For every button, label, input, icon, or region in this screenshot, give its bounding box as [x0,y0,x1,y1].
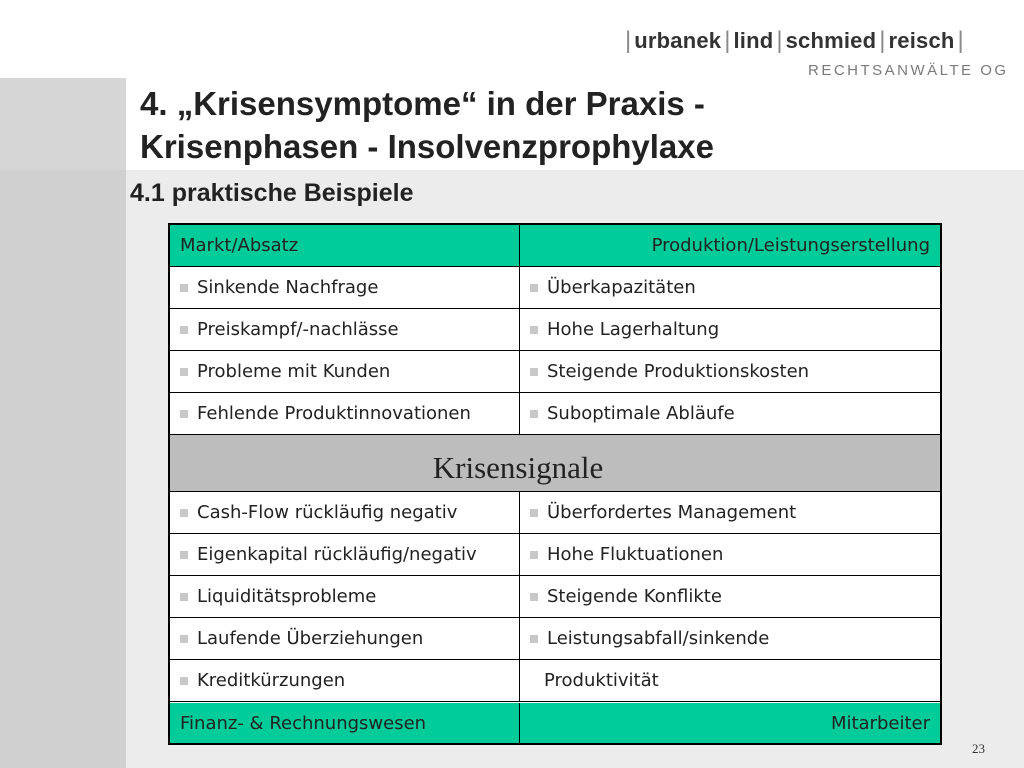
table-row [170,576,940,618]
bullet-icon [530,635,538,643]
cell-text: Eigenkapital rückläufig/negativ [197,544,477,565]
table-cell-left [170,660,520,701]
logo-separator: | [625,27,632,54]
crisis-signals-band [170,435,940,492]
header-finance: Finanz- & Rechnungswesen [170,703,520,743]
header-employees: Mitarbeiter [520,703,940,743]
table-cell-right [520,267,940,308]
bullet-icon [530,284,538,292]
table-cell-left [170,351,520,392]
bullet-icon [180,410,188,418]
bullet-icon [180,593,188,601]
table-row [170,618,940,660]
cell-text: Überfordertes Management [547,502,797,523]
table-cell-right [520,393,940,434]
cell-text: Hohe Fluktuationen [547,544,724,565]
bullet-icon [530,551,538,559]
slide-title-line-1: 4. „Krisensymptome“ in der Praxis - [140,85,705,122]
table-row [170,393,940,435]
bullet-icon [180,677,188,685]
left-gray-sidebar [0,170,126,768]
cell-text: Cash-Flow rückläufig negativ [197,502,458,523]
table-header-top [170,225,940,267]
cell-text: Fehlende Produktinnovationen [197,403,471,424]
logo-separator: | [724,27,731,54]
slide-title-line-2: Krisenphasen - Insolvenzprophylaxe [140,128,714,165]
logo-name-schmied: schmied [785,28,877,53]
table-row [170,309,940,351]
top-gray-band [0,78,126,170]
cell-text: Überkapazitäten [547,277,696,298]
table-cell-left [170,534,520,575]
logo-separator: | [957,27,964,54]
cell-text: Leistungsabfall/sinkende [547,628,770,649]
logo-separator: | [776,27,783,54]
table-cell-right [520,492,940,533]
bullet-icon [180,551,188,559]
logo-name-reisch: reisch [888,28,955,53]
header-production: Produktion/Leistungserstellung [520,225,940,266]
cell-text: Kreditkürzungen [197,670,346,691]
bullet-icon [530,326,538,334]
bullet-icon [530,368,538,376]
table-cell-left [170,492,520,533]
bullet-icon [530,593,538,601]
table-cell-right [520,618,940,659]
table-row [170,492,940,534]
crisis-signals-table [168,223,942,745]
bullet-icon [530,509,538,517]
table-cell-right [520,576,940,617]
cell-text: Suboptimale Abläufe [547,403,735,424]
crisis-signals-label: Krisensignale [394,445,642,491]
table-cell-right [520,351,940,392]
table-cell-right [520,309,940,350]
bullet-icon [180,284,188,292]
page-number: 23 [972,741,985,756]
bullet-icon [180,326,188,334]
bullet-icon [530,410,538,418]
bullet-icon [180,509,188,517]
slide-title [140,82,860,168]
firm-logo [622,26,1012,56]
table-cell-right [520,660,940,701]
table-cell-left [170,393,520,434]
table-row [170,660,940,702]
table-row [170,534,940,576]
table-row [170,267,940,309]
table-row [170,351,940,393]
cell-text: Produktivität [544,670,659,691]
table-cell-left [170,618,520,659]
cell-text: Laufende Überziehungen [197,628,424,649]
logo-name-lind: lind [733,28,774,53]
slide-subtitle: 4.1 praktische Beispiele [130,179,414,207]
cell-text: Liquiditätsprobleme [197,586,377,607]
cell-text: Hohe Lagerhaltung [547,319,720,340]
table-cell-left [170,576,520,617]
table-cell-right [520,534,940,575]
firm-subtitle: RECHTSANWÄLTE OG [808,62,1009,79]
table-header-bottom [170,703,940,743]
cell-text: Steigende Produktionskosten [547,361,810,382]
logo-name-urbanek: urbanek [634,28,722,53]
cell-text: Probleme mit Kunden [197,361,391,382]
table-cell-left [170,309,520,350]
table-cell-left [170,267,520,308]
cell-text: Steigende Konflikte [547,586,722,607]
bullet-icon [180,368,188,376]
bullet-icon [180,635,188,643]
cell-text: Sinkende Nachfrage [197,277,379,298]
logo-separator: | [879,27,886,54]
cell-text: Preiskampf/-nachlässe [197,319,399,340]
header-market-sales: Markt/Absatz [170,225,520,266]
